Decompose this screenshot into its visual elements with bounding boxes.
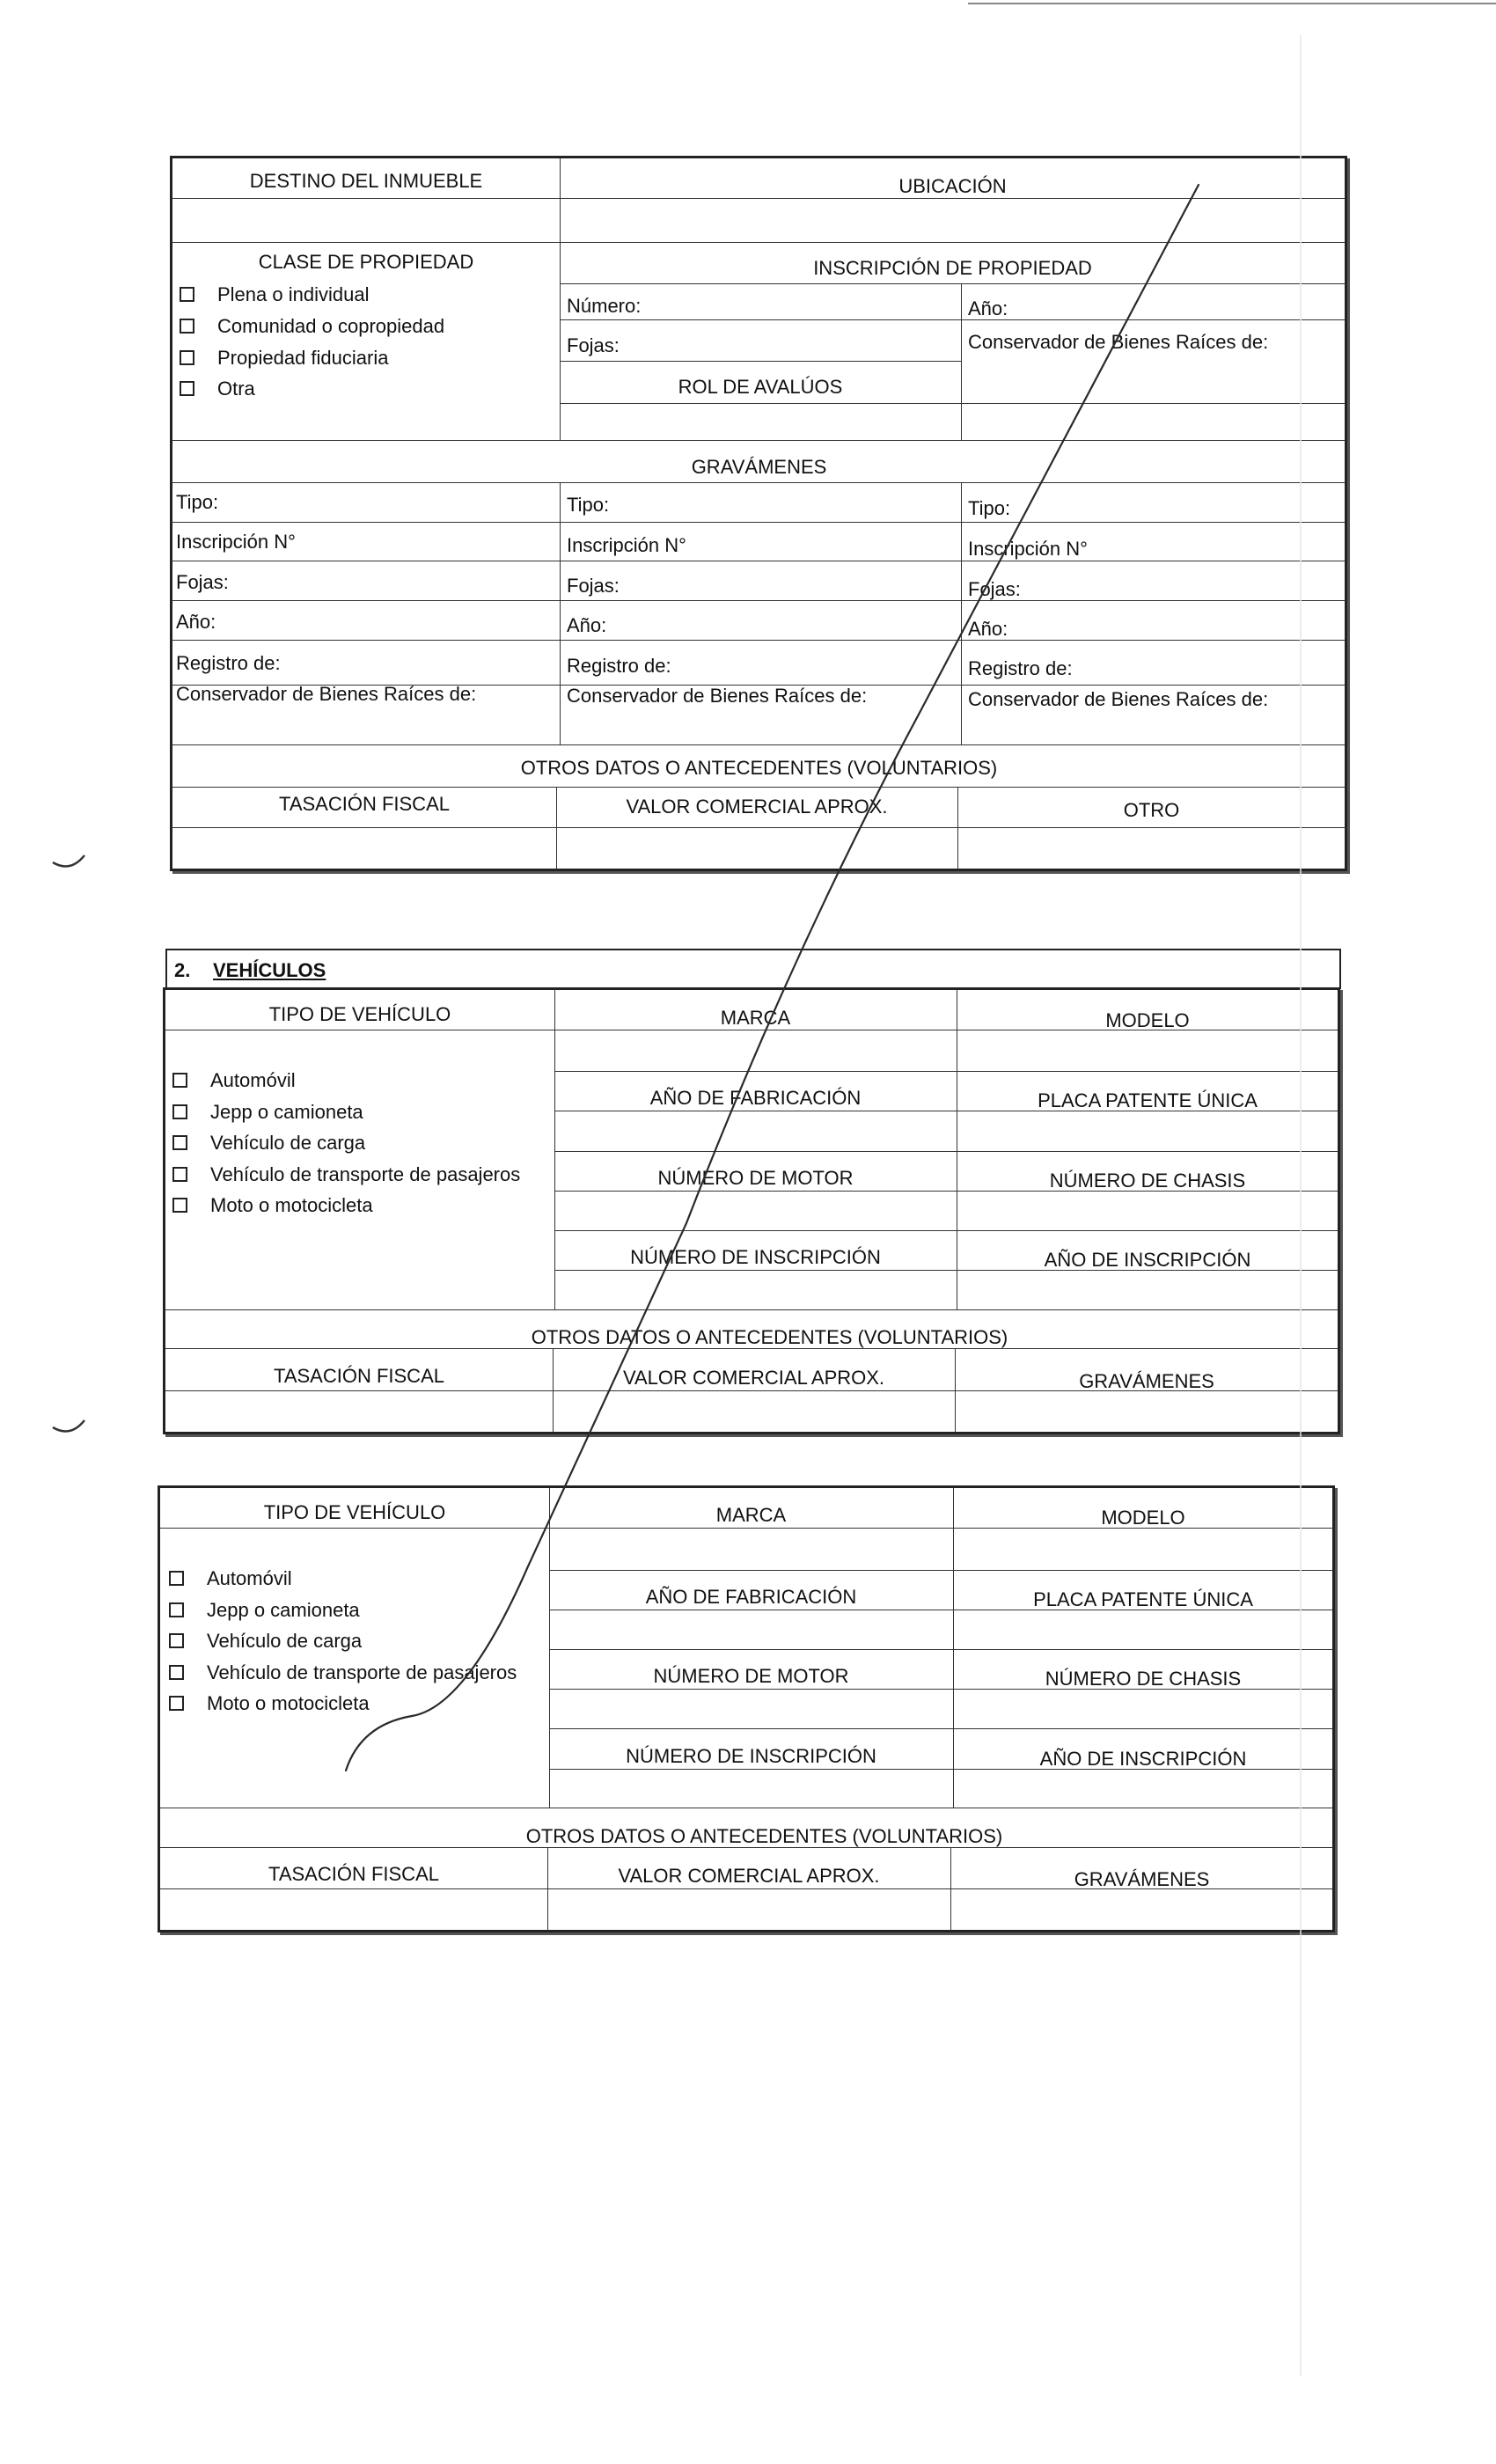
tipo-option[interactable]: Vehículo de transporte de pasajeros <box>169 1663 517 1683</box>
grav-field: Inscripción N° <box>567 534 686 556</box>
grav-field: Año: <box>968 618 1008 640</box>
rol-header: ROL DE AVALÚOS <box>678 376 843 398</box>
binder-hole-mark <box>53 855 84 867</box>
tipo-option[interactable]: Moto o motocicleta <box>169 1694 370 1713</box>
motor-header: NÚMERO DE MOTOR <box>653 1665 849 1687</box>
clase-option[interactable]: Propiedad fiduciaria <box>180 348 388 368</box>
valor-header: VALOR COMERCIAL APROX. <box>618 1865 880 1887</box>
gravamenes-header: GRAVÁMENES <box>1079 1370 1214 1392</box>
chasis-header: NÚMERO DE CHASIS <box>1049 1170 1246 1192</box>
grav-field: Conservador de Bienes Raíces de: <box>567 685 868 707</box>
grav-field: Año: <box>567 614 607 636</box>
grav-field: Registro de: <box>968 657 1073 679</box>
conservador-label: Conservador de Bienes Raíces de: <box>968 331 1269 353</box>
motor-header: NÚMERO DE MOTOR <box>657 1167 854 1189</box>
tipo-option[interactable]: Vehículo de carga <box>172 1133 365 1153</box>
section-title: VEHÍCULOS <box>213 959 326 981</box>
tipo-option[interactable]: Vehículo de transporte de pasajeros <box>172 1165 520 1184</box>
clase-option[interactable]: Otra <box>180 379 255 399</box>
tipo-header: TIPO DE VEHÍCULO <box>263 1501 446 1523</box>
valor-header: VALOR COMERCIAL APROX. <box>626 796 888 818</box>
tipo-option[interactable]: Automóvil <box>172 1071 296 1090</box>
grav-field: Tipo: <box>968 497 1011 519</box>
clase-option[interactable]: Comunidad o copropiedad <box>180 317 444 336</box>
grav-field: Fojas: <box>968 578 1021 600</box>
anio-insc-header: AÑO DE INSCRIPCIÓN <box>1044 1249 1251 1271</box>
valor-header: VALOR COMERCIAL APROX. <box>622 1367 885 1389</box>
grav-field: Inscripción N° <box>176 531 296 553</box>
chasis-header: NÚMERO DE CHASIS <box>1045 1668 1242 1690</box>
gravamenes-header: GRAVÁMENES <box>691 456 827 478</box>
anio-fab-header: AÑO DE FABRICACIÓN <box>645 1586 857 1608</box>
grav-field: Fojas: <box>176 571 229 593</box>
inscripcion-header: INSCRIPCIÓN DE PROPIEDAD <box>813 257 1092 279</box>
otros-header: OTROS DATOS O ANTECEDENTES (VOLUNTARIOS) <box>531 1326 1008 1348</box>
clase-option[interactable]: Plena o individual <box>180 285 369 304</box>
placa-header: PLACA PATENTE ÚNICA <box>1033 1588 1253 1610</box>
modelo-header: MODELO <box>1105 1009 1190 1031</box>
tipo-option[interactable]: Moto o motocicleta <box>172 1196 373 1215</box>
clase-header: CLASE DE PROPIEDAD <box>258 251 474 273</box>
numero-label: Número: <box>567 295 642 317</box>
grav-field: Tipo: <box>567 494 610 516</box>
anio-label: Año: <box>968 297 1008 319</box>
otro-header: OTRO <box>1123 799 1180 821</box>
grav-field: Fojas: <box>567 575 620 597</box>
otros-header: OTROS DATOS O ANTECEDENTES (VOLUNTARIOS) <box>520 757 998 779</box>
anio-fab-header: AÑO DE FABRICACIÓN <box>649 1087 862 1109</box>
grav-field: Registro de: <box>176 652 281 674</box>
otros-header: OTROS DATOS O ANTECEDENTES (VOLUNTARIOS) <box>525 1825 1003 1847</box>
tipo-option[interactable]: Jepp o camioneta <box>169 1601 360 1620</box>
tipo-option[interactable]: Automóvil <box>169 1569 292 1588</box>
modelo-header: MODELO <box>1101 1507 1185 1529</box>
tasacion-header: TASACIÓN FISCAL <box>274 1365 444 1387</box>
binder-hole-mark <box>53 1420 84 1432</box>
grav-field: Conservador de Bienes Raíces de: <box>968 688 1269 710</box>
marca-header: MARCA <box>715 1504 787 1526</box>
grav-field: Conservador de Bienes Raíces de: <box>176 683 477 705</box>
ubicacion-header: UBICACIÓN <box>898 175 1007 197</box>
grav-field: Tipo: <box>176 491 219 513</box>
placa-header: PLACA PATENTE ÚNICA <box>1038 1089 1258 1111</box>
num-insc-header: NÚMERO DE INSCRIPCIÓN <box>630 1246 881 1268</box>
tipo-option[interactable]: Jepp o camioneta <box>172 1103 363 1122</box>
section-number: 2. <box>174 959 191 981</box>
grav-field: Inscripción N° <box>968 538 1088 560</box>
fojas-label: Fojas: <box>567 334 620 356</box>
grav-field: Registro de: <box>567 655 671 677</box>
anio-insc-header: AÑO DE INSCRIPCIÓN <box>1039 1748 1247 1770</box>
tasacion-header: TASACIÓN FISCAL <box>279 793 450 815</box>
tipo-header: TIPO DE VEHÍCULO <box>268 1003 451 1025</box>
tasacion-header: TASACIÓN FISCAL <box>268 1863 439 1885</box>
num-insc-header: NÚMERO DE INSCRIPCIÓN <box>626 1745 876 1767</box>
grav-field: Año: <box>176 611 216 633</box>
gravamenes-header: GRAVÁMENES <box>1074 1868 1210 1890</box>
tipo-option[interactable]: Vehículo de carga <box>169 1632 362 1651</box>
marca-header: MARCA <box>720 1007 791 1029</box>
destino-header: DESTINO DEL INMUEBLE <box>249 170 483 192</box>
